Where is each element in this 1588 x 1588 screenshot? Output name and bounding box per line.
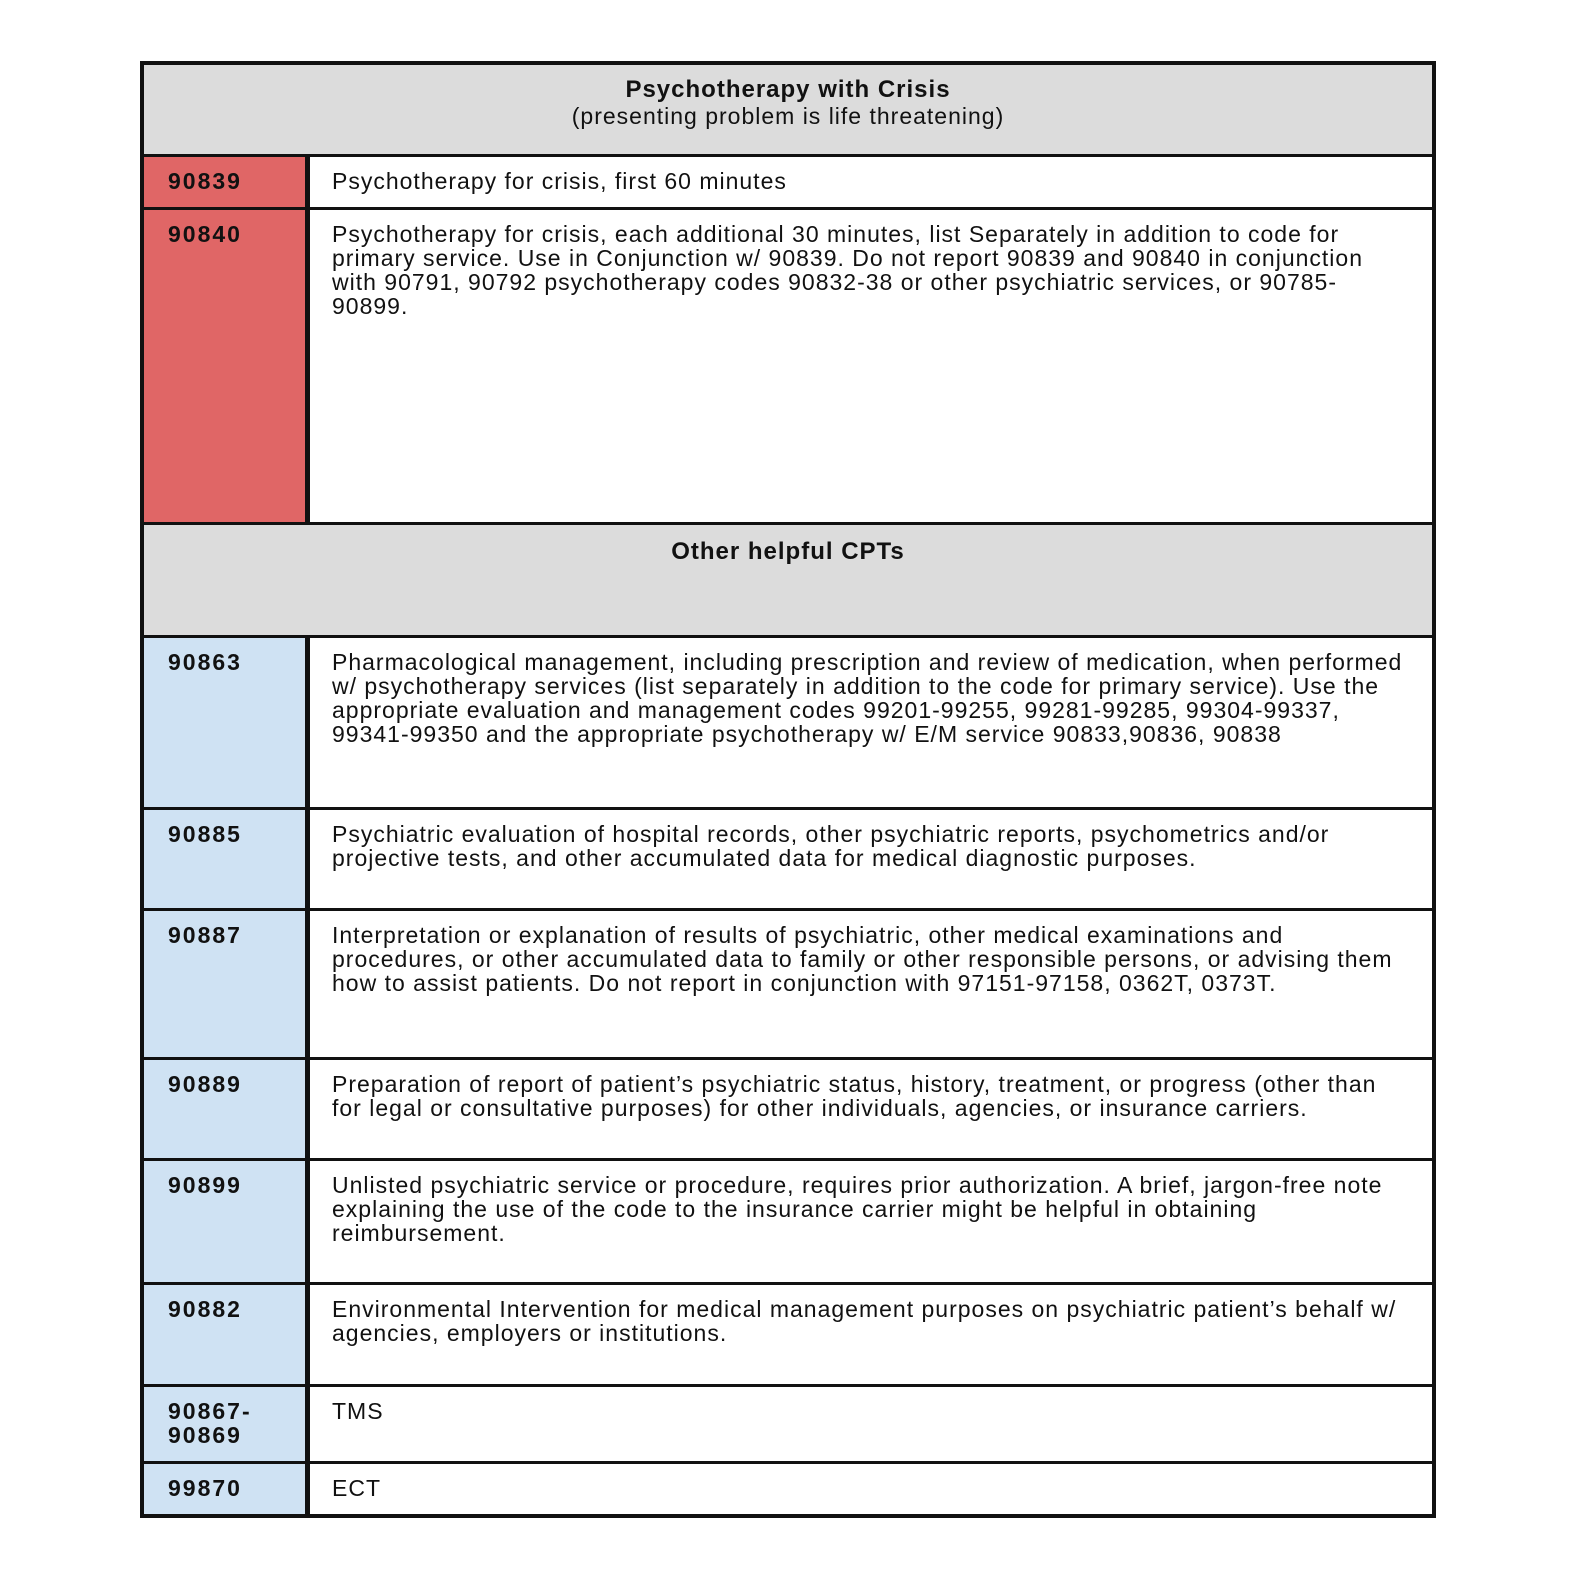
crisis-section-header [144,65,1432,157]
other-section-header [144,522,1432,638]
table-row [144,1464,1432,1514]
cpt-description: Unlisted psychiatric service or procedure, requires prior authorization. A brief, jargon-free note explaining the use of the code to the insurance carrier might be helpful in obtaining reimbursement. [332,1172,1383,1246]
table-row [144,810,1432,911]
cpt-code: 90899 [144,1161,310,1282]
other-section-title: Other helpful CPTs [671,538,905,565]
cpt-code: 99870 [144,1464,310,1514]
cpt-code: 90887 [144,911,310,1057]
table-row [144,1060,1432,1161]
cpt-description: Interpretation or explanation of results of psychiatric, other medical examinations and procedures, or other accumulated data to family or other responsible persons, or advising them how to assist patients. Do not report in conjunction with 97151-97158, 0362T, 0373T. [332,922,1393,996]
table-row [144,1285,1432,1387]
cpt-description: Environmental Intervention for medical management purposes on psychiatric patient’s behalf w/ agencies, employers or institutions. [332,1296,1397,1346]
cpt-code: 90839 [144,157,310,207]
cpt-description: Psychotherapy for crisis, each additional 30 minutes, list Separately in addition to code for primary service. Use in Conjunction w/ 90839. Do not report 90839 and 90840 in conjunction with 90791, 90792 psychotherapy codes 90832-38 or other psychiatric services, or 90785-90899. [332,221,1364,319]
table-row [144,1387,1432,1464]
cpt-description: Preparation of report of patient’s psychiatric status, history, treatment, or progress (other than for legal or consultative purposes) for other individuals, agencies, or insurance carriers. [332,1071,1377,1121]
cpt-code: 90882 [144,1285,310,1384]
cpt-description: Psychotherapy for crisis, first 60 minutes [332,168,787,194]
table-row [144,638,1432,810]
table-row [144,157,1432,210]
cpt-code: 90867- 90869 [144,1387,310,1461]
cpt-description: Psychiatric evaluation of hospital records, other psychiatric reports, psychometrics and/or projective tests, and other accumulated data for medical diagnostic purposes. [332,821,1330,871]
table-row [144,911,1432,1060]
cpt-code-table [140,61,1436,1518]
cpt-description: ECT [332,1475,381,1501]
cpt-code: 90840 [144,210,310,522]
crisis-section-subtitle: (presenting problem is life threatening) [571,103,1005,129]
cpt-description: Pharmacological management, including prescription and review of medication, when performed w/ psychotherapy services (list separately in addition to the code for primary service). Use the appropriate evaluation and management codes 99201-99255, 99281-99285, 99304-99337, 99341-99350 and the appropriate psychotherapy w/ E/M service 90833,90836, 90838 [332,649,1403,747]
cpt-description: TMS [332,1398,384,1424]
cpt-code: 90889 [144,1060,310,1158]
table-row [144,210,1432,522]
cpt-code: 90863 [144,638,310,807]
cpt-code: 90885 [144,810,310,908]
crisis-section-title: Psychotherapy with Crisis [625,76,951,103]
table-row [144,1161,1432,1285]
